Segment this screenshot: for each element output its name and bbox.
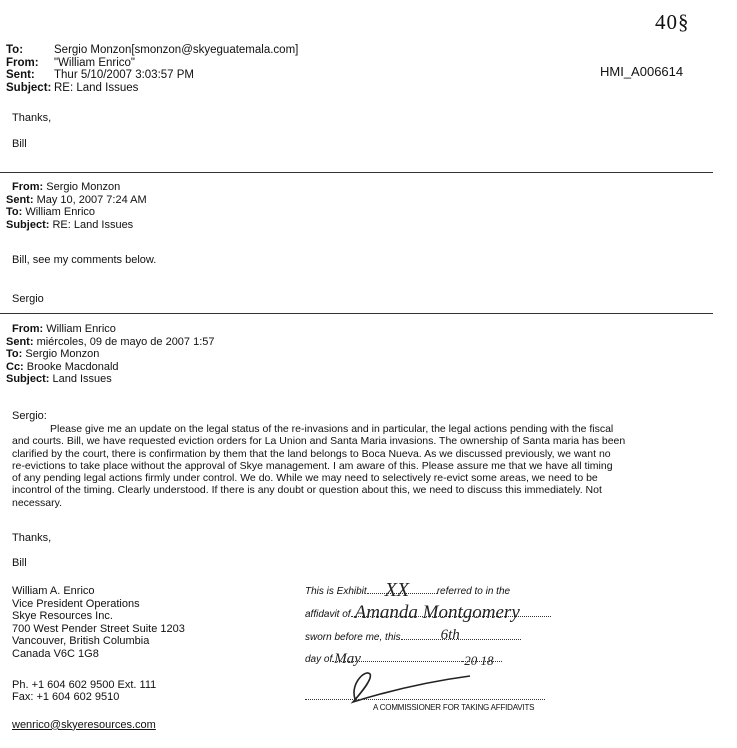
sig-phone: Ph. +1 604 602 9500 Ext. 111: [12, 678, 157, 691]
message-3-header: [6, 323, 215, 386]
aff-year: 20 18: [464, 653, 494, 668]
msg3-cc: Brooke Macdonald: [26, 360, 119, 373]
msg3-sent: miércoles, 09 de mayo de 2007 1:57: [36, 335, 215, 348]
body-line: of any pending legal actions firmly under control. We do. While we may need to selectively re-evict some areas, we need to be: [12, 472, 598, 485]
subject-label: Subject:: [6, 81, 52, 94]
affidavit-stamp: [305, 572, 585, 722]
signature-block: [12, 585, 185, 731]
aff-deponent: Amanda Montgomery: [354, 602, 520, 623]
sig-name: William A. Enrico: [12, 585, 95, 597]
body-line: and courts. Bill, we have requested eviction orders for La Union and Santa Maria invasions. The ownership of Santa maria has been: [12, 435, 626, 448]
msg3-to-label: To:: [6, 348, 23, 360]
msg3-thanks: Thanks,: [12, 532, 52, 544]
sent-label: Sent:: [6, 69, 35, 81]
aff-month: May: [334, 651, 361, 667]
from-label: From:: [6, 56, 39, 69]
msg2-to: William Enrico: [25, 206, 96, 218]
reply-thanks: Thanks,: [12, 112, 52, 124]
to-value: Sergio Monzon[smonzon@skyeguatemala.com]: [54, 44, 299, 56]
body-line: clarified by the court, there is confirmation by them that the land belongs to Boca Nueva. As we discussed previously, we want no: [12, 447, 611, 460]
divider: [0, 313, 713, 314]
sig-email-link[interactable]: wenrico@skyeresources.com: [12, 718, 156, 731]
aff-line1-pre: This is Exhibit: [305, 586, 367, 597]
msg3-to: Sergio Monzon: [25, 348, 100, 360]
reply-signoff: Bill: [12, 138, 27, 150]
aff-day: 6th: [440, 627, 460, 643]
commissioner-line: [305, 699, 545, 700]
page-number: 40§: [655, 10, 690, 34]
aff-line3-pre: sworn before me, this: [305, 632, 401, 643]
msg3-cc-label: Cc:: [6, 360, 24, 373]
to-label: To:: [6, 44, 24, 56]
sig-title: Vice President Operations: [12, 597, 140, 610]
msg3-greeting: Sergio:: [12, 410, 47, 422]
message-2-header: [6, 181, 147, 231]
msg2-signoff: Sergio: [12, 293, 44, 305]
body-line: necessary.: [12, 496, 62, 509]
sig-address-2: Vancouver, British Columbia: [12, 635, 150, 648]
aff-line1-post: referred to in the: [436, 586, 511, 597]
sig-address-1: 700 West Pender Street Suite 1203: [12, 622, 185, 635]
msg3-subject-label: Subject:: [6, 373, 50, 385]
aff-commissioner: A COMMISSIONER FOR TAKING AFFIDAVITS: [373, 703, 535, 712]
from-value: "William Enrico": [54, 56, 136, 69]
sig-fax: Fax: +1 604 602 9510: [12, 691, 120, 704]
msg3-body: [12, 423, 672, 509]
bates-number: HMI_A006614: [600, 64, 684, 79]
aff-line2-pre: affidavit of: [305, 609, 351, 620]
msg3-sent-label: Sent:: [6, 335, 34, 348]
sig-company: Skye Resources Inc.: [12, 610, 113, 623]
msg3-from-label: From:: [12, 323, 44, 335]
sent-value: Thur 5/10/2007 3:03:57 PM: [54, 69, 195, 81]
aff-exhibit: XX: [384, 579, 410, 601]
commissioner-signature: [325, 664, 475, 704]
body-line: re-evictions to take place without the approval of Skye management. I am aware of this. Please assure me that we have all timing: [12, 459, 613, 472]
email-header: [6, 44, 298, 94]
msg2-body: Bill, see my comments below.: [12, 254, 157, 266]
msg2-from-label: From:: [12, 181, 44, 193]
msg2-sent-label: Sent:: [6, 193, 34, 206]
body-line: Please give me an update on the legal status of the re-invasions and in particular, the legal actions pending with the fiscal: [50, 423, 614, 435]
aff-line4-pre: day of: [305, 654, 333, 665]
msg3-subject: Land Issues: [52, 373, 112, 385]
body-line: incontrol of the timing. Clearly understood. If there is any doubt or question about this, we need to discuss this immediately. Not: [12, 484, 602, 497]
msg2-sent: May 10, 2007 7:24 AM: [36, 193, 147, 206]
sig-address-3: Canada V6C 1G8: [12, 647, 99, 660]
subject-value: RE: Land Issues: [54, 81, 139, 94]
msg2-from: Sergio Monzon: [46, 181, 121, 193]
msg2-subject: RE: Land Issues: [52, 218, 134, 231]
divider: [0, 172, 713, 173]
msg3-signoff: Bill: [12, 557, 27, 569]
msg2-to-label: To:: [6, 206, 23, 218]
msg3-from: William Enrico: [46, 323, 116, 335]
msg2-subject-label: Subject:: [6, 218, 50, 231]
